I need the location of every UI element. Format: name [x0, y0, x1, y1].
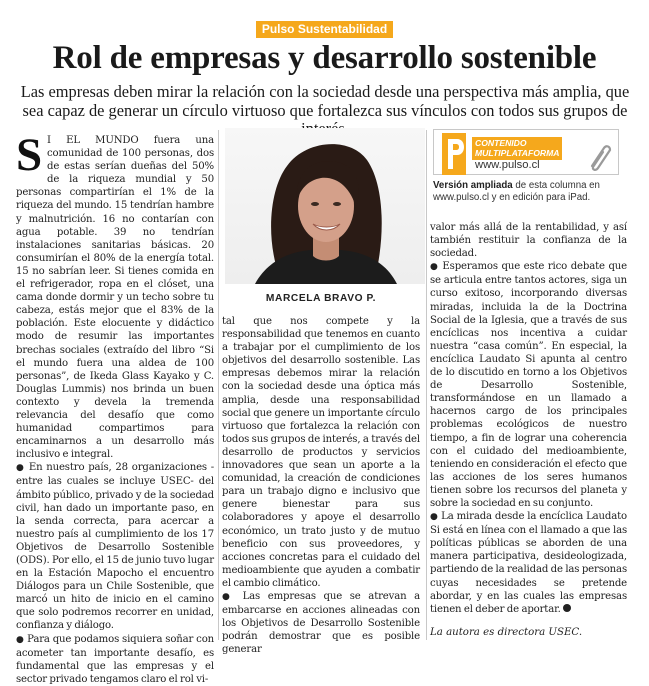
drop-cap: S: [16, 129, 42, 181]
headline: Rol de empresas y desarrollo sostenible: [52, 40, 597, 76]
promo-url-link[interactable]: www.pulso.cl: [475, 159, 540, 171]
author-photo: [225, 128, 425, 284]
paragraph: [430, 221, 627, 260]
column-rule-2: [426, 130, 427, 640]
author-portrait-icon: [225, 128, 425, 284]
article-column-1: [16, 129, 215, 686]
paragraph-text: Para que podamos siquiera soñar con acometer tan importante desafío, es fundamental que las empresas y el sector privado tengamos claro el rol vi-: [16, 633, 215, 685]
bullet-icon: ●: [430, 512, 439, 523]
multiplatform-promo[interactable]: [433, 127, 623, 209]
promo-text-rest: de esta columna en www.pulso.cl y en edición para iPad.: [433, 180, 600, 204]
photo-caption: MARCELA BRAVO P.: [265, 293, 377, 304]
section-tag: [0, 18, 649, 38]
bullet-icon: ●: [16, 463, 26, 474]
article-column-3: [430, 221, 627, 616]
paperclip-icon: [584, 140, 614, 174]
article-column-2: [222, 315, 420, 656]
author-signoff: La autora es directora USEC.: [430, 627, 583, 638]
paragraph-text: I EL MUNDO fuera una comunidad de 100 personas, dos de estas serían dueñas del 50% de la riqueza mundial y 50 personas compartirían el 1% de la riqueza del mundo. 15 tendrían hambre y malnutrición. 16 no contarían con agua potable. 39 no tendrían instalaciones sanitarias básicas. 20 consumirían el 80% de la energía total. 15 no sabrían leer. Si tienes comida en el refrigerador, ropa en el clóset, una cama donde dormir y un techo sobre tu cabeza, estás mejor que el 83% de la población. Este elocuente y didáctico modo de resumir las importantes brechas sociales (extraído del libro “Si el mundo fuera una aldea de 100 personas”, de Ikeda Glass Kayako y C. Douglas Lummis) nos brinda un buen contexto y devela la tremenda relevancia del desafío que como humanidad compartimos para encaminarnos a un desarrollo más inclusivo e integral.: [16, 135, 214, 461]
promo-box: [433, 129, 619, 175]
promo-description: [433, 180, 628, 205]
paragraph: [16, 461, 214, 632]
section-label: Pulso Sustentabilidad: [256, 21, 393, 38]
paragraph: [222, 315, 420, 590]
paragraph: [430, 260, 627, 510]
paragraph-text: valor más allá de la rentabilidad, y así también restituir la confianza de la sociedad.: [430, 222, 627, 260]
paragraph-text: Esperamos que este rico debate que se articula entre tantos actores, siga un curso exitoso, incorporando diversas miradas, incluida la de la Doctrina Social de la Iglesia, que a través de sus encíclicas nos incentiva a cuidar nuestra “casa común”. En especial, la encíclica Laudato Si apunta al centro de lo discutido en torno a los Objetivos de Desarrollo Sostenible, transformándose en un llamado a hacernos cargo de los principales problemas ecológicos de nuestro tiempo, a fin de lograr una coherencia con el cuidado del medioambiente, teniendo en consideración el efecto que las acciones de los seres humanos tienen sobre los recursos del planeta y sobre la sociedad en su conjunto.: [430, 261, 627, 509]
paragraph-text: Las empresas que se atrevan a embarcarse en acciones alineadas con los Objetivos de Desarrollo Sostenible podrán demostrar que es posible generar: [222, 590, 421, 656]
deck: Las empresas deben mirar la relación con la sociedad desde una perspectiva más amplia, que sea capaz de generar un círculo virtuoso que fortalezca sus vínculos con todos sus grupos de: [20, 82, 630, 120]
bullet-icon: ●: [222, 591, 235, 602]
paragraph-text: En nuestro país, 28 organizaciones -entre las cuales se incluye USEC- del ámbito público, privado y de la sociedad civil, han dado un importante paso, en la senda correcta, para acercar a nuestro país al cumplimiento de los 17 Objetivos de Desarrollo Sostenible (ODS). Por ello, el 15 de junio tuvo lugar en la Estación Mapocho el encuentro Diálogos para un Chile Sostenible, que marcó un hito de inicio en el camino que solo podremos recorrer en unidad, confianza y diálogo.: [16, 462, 215, 632]
promo-tag: [472, 137, 562, 160]
promo-tag-line: CONTENIDO: [475, 138, 527, 148]
paragraph: [430, 510, 627, 616]
pulso-p-logo-icon: [442, 133, 466, 175]
paragraph-text: tal que nos compete y la responsabilidad que tenemos en cuanto a trabajar por el cumplimiento de los objetivos del desarrollo sostenible. Las empresas debemos mirar la relación con la sociedad desde una óptica más amplia, desde una responsabilidad social que genere un importante círculo virtuoso que fortalezca la relación con todos sus grupos de interés, a través del desarrollo de productos y servicios innovadores que sean un aporte a la comunidad, la creación de condiciones para un trabajo digno e inclusivo que genere bienestar para sus colaboradores y apoye el desarrollo económico, un trato justo y de mutuo beneficio con sus proveedores, y acciones concretas para el cuidado del medioambiente que ayuden a combatir el cambio climático.: [222, 316, 420, 589]
paragraph-text: La mirada desde la encíclica Laudato Si está en línea con el llamado a que las políticas públicas se aborden de una manera participativa, desideologizada, partiendo de la realidad de las personas cuyas necesidades se pretende abordar, y en las cuales las empresas tienen el deber de aportar.: [430, 511, 628, 615]
promo-text-bold: Versión ampliada: [433, 180, 513, 191]
paragraph: [16, 633, 214, 686]
end-mark-icon: [563, 604, 571, 612]
bullet-icon: ●: [16, 634, 25, 645]
bullet-icon: ●: [430, 262, 439, 273]
paragraph: [222, 590, 420, 656]
promo-tag-line: MULTIPLATAFORMA: [475, 148, 560, 159]
column-rule-1: [218, 130, 219, 640]
paragraph: [16, 129, 214, 461]
